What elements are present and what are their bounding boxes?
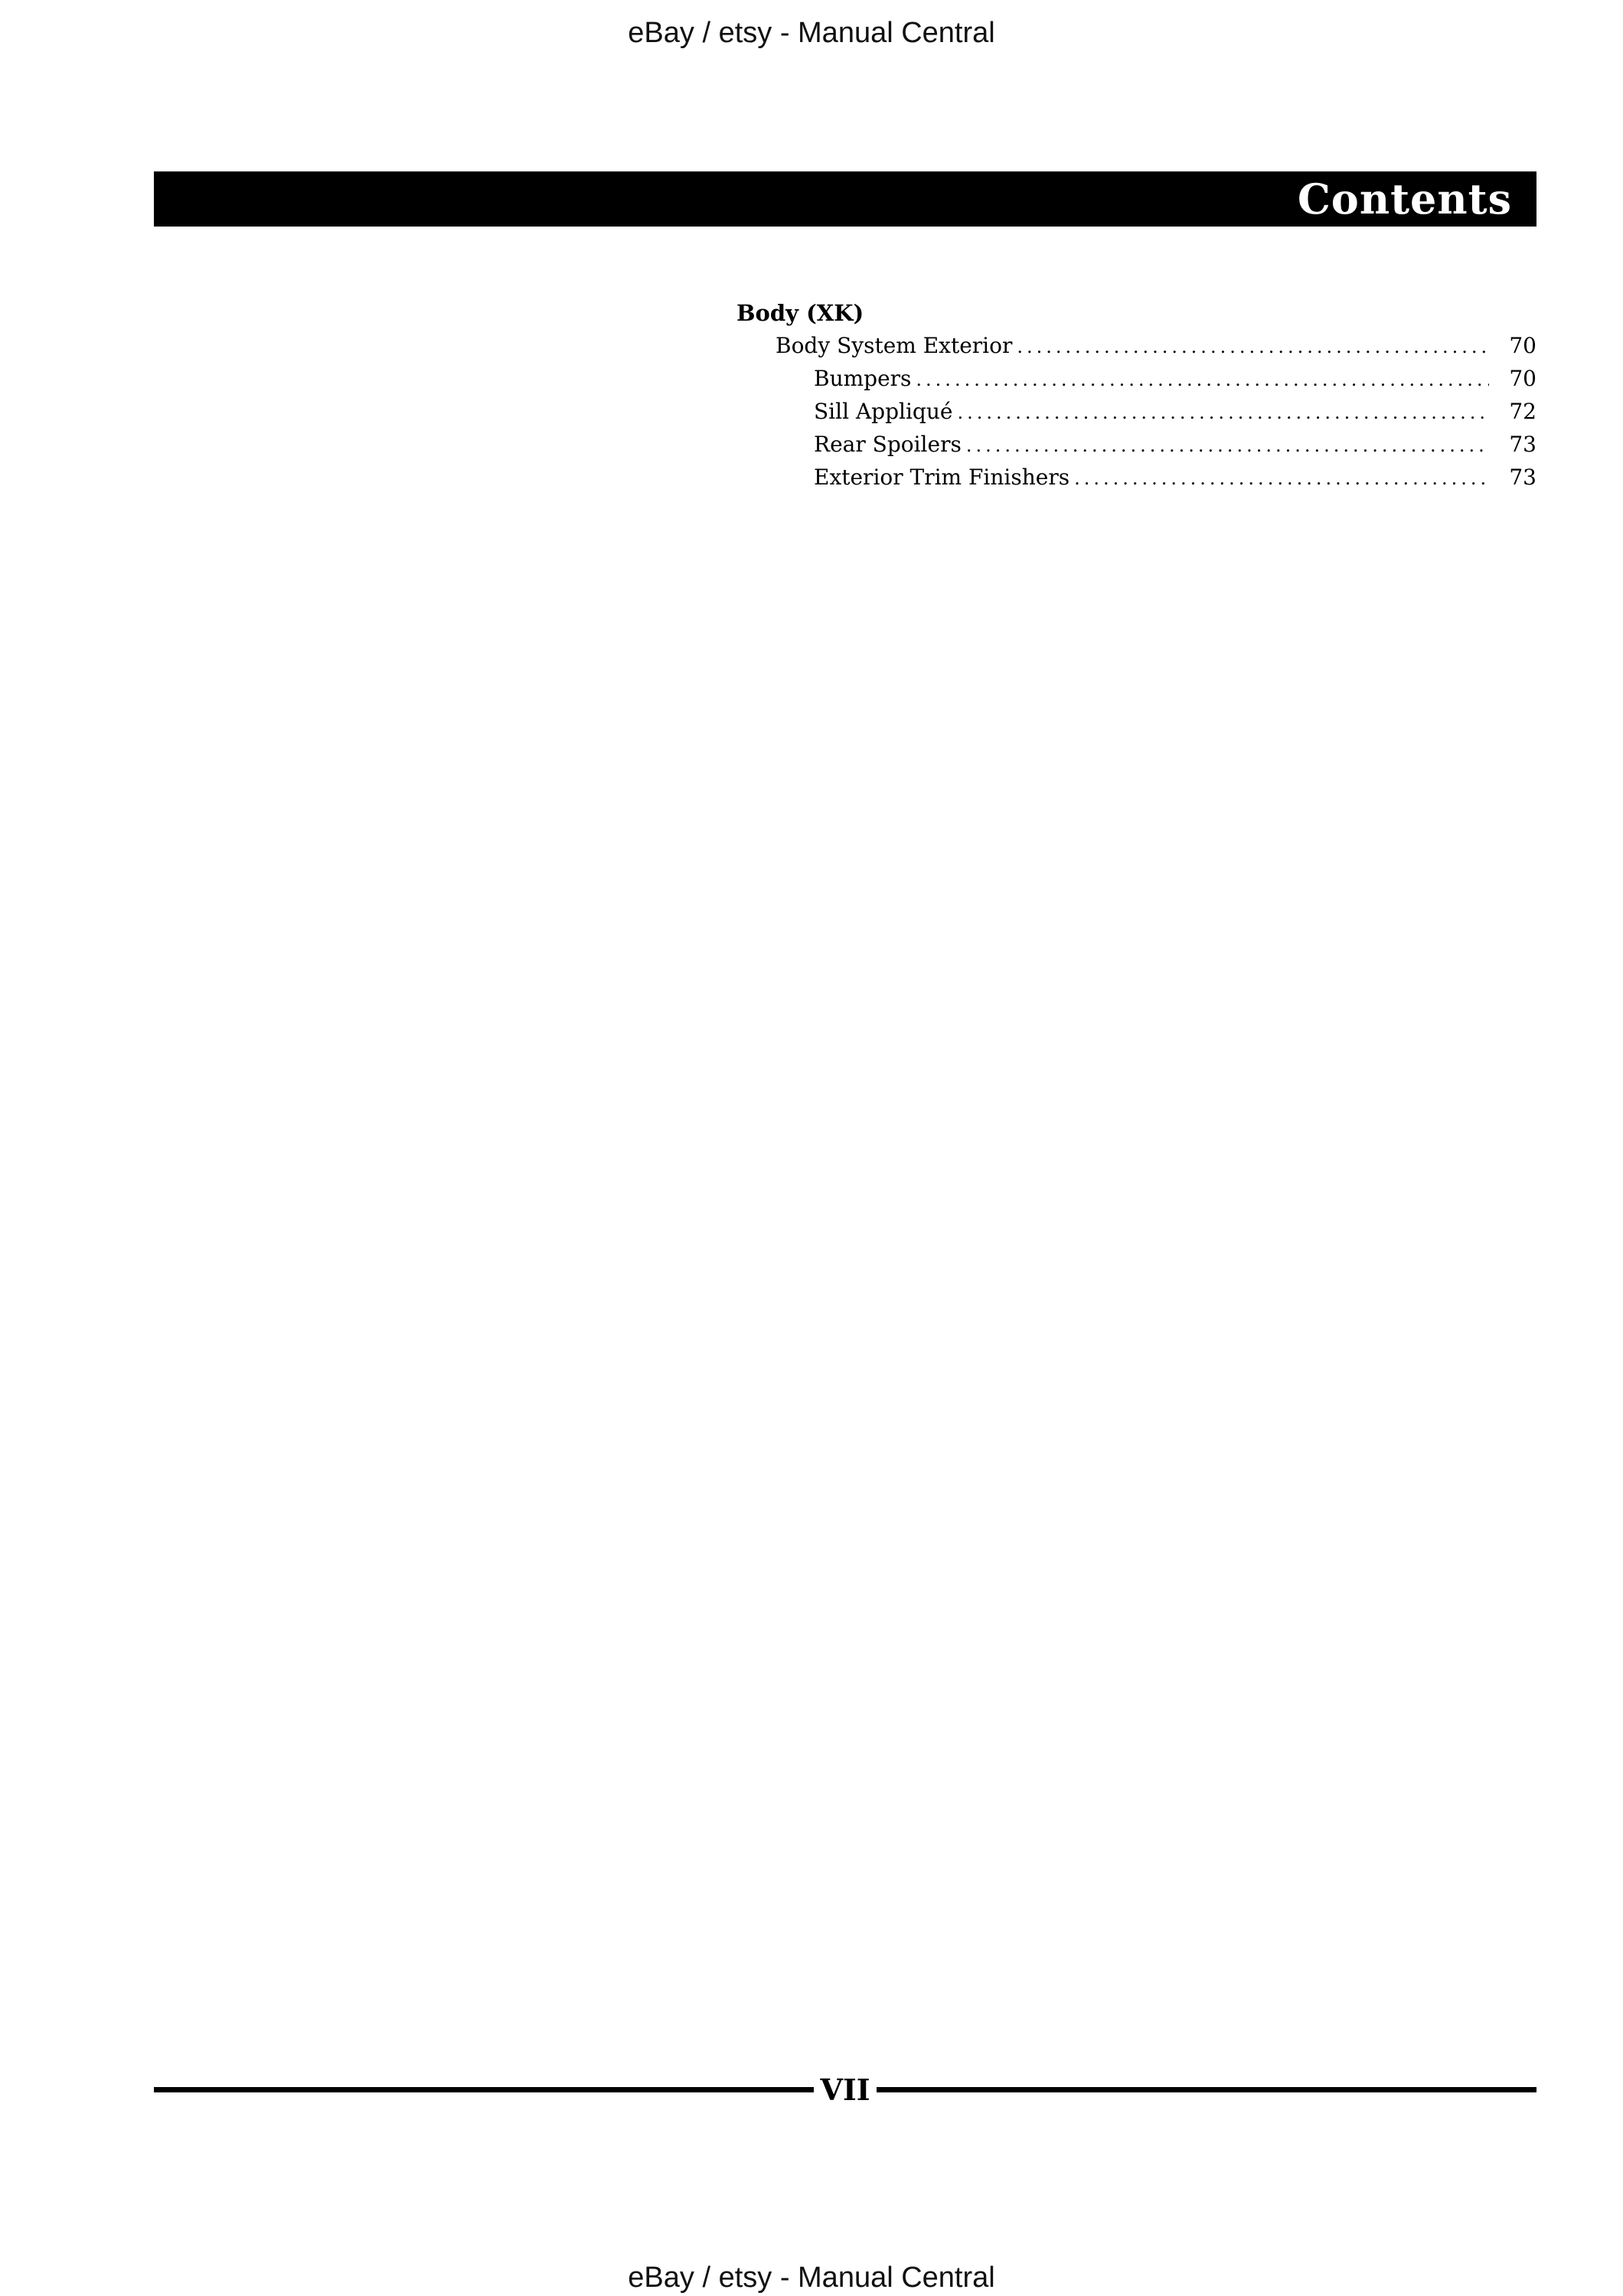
watermark-top: eBay / etsy - Manual Central (628, 17, 995, 49)
dot-leader (916, 364, 1489, 396)
footer-rule-right (877, 2087, 1536, 2092)
toc-entry-exterior-trim-finishers[interactable] (736, 461, 1536, 494)
page-title: Contents (1297, 174, 1512, 223)
toc-entry-label: Exterior Trim Finishers (814, 465, 1070, 490)
toc-entry-page: 70 (1509, 366, 1536, 391)
toc-entry-label: Sill Appliqué (814, 399, 953, 424)
toc-entry-body-system-exterior[interactable] (736, 329, 1536, 362)
toc-entry-bumpers[interactable] (736, 362, 1536, 395)
toc-entry-page: 70 (1509, 333, 1536, 358)
toc-entry-rear-spoilers[interactable] (736, 428, 1536, 461)
dot-leader (1017, 331, 1489, 364)
toc-entry-page: 73 (1509, 432, 1536, 457)
toc-entry-page: 73 (1509, 465, 1536, 490)
contents-banner (154, 171, 1536, 227)
dot-leader (966, 429, 1489, 462)
toc-entry-sill-applique[interactable] (736, 395, 1536, 428)
page-number: VII (820, 2073, 870, 2107)
dot-leader (957, 396, 1489, 429)
toc-entry-page: 72 (1509, 399, 1536, 424)
toc-entry-label: Body System Exterior (776, 333, 1013, 358)
table-of-contents (736, 297, 1536, 494)
toc-entry-label: Bumpers (814, 366, 912, 391)
watermark-bottom: eBay / etsy - Manual Central (628, 2262, 995, 2294)
footer-rule-left (154, 2087, 814, 2092)
dot-leader (1074, 462, 1489, 495)
toc-section-heading: Body (XK) (736, 300, 864, 326)
toc-entry-label: Rear Spoilers (814, 432, 962, 457)
